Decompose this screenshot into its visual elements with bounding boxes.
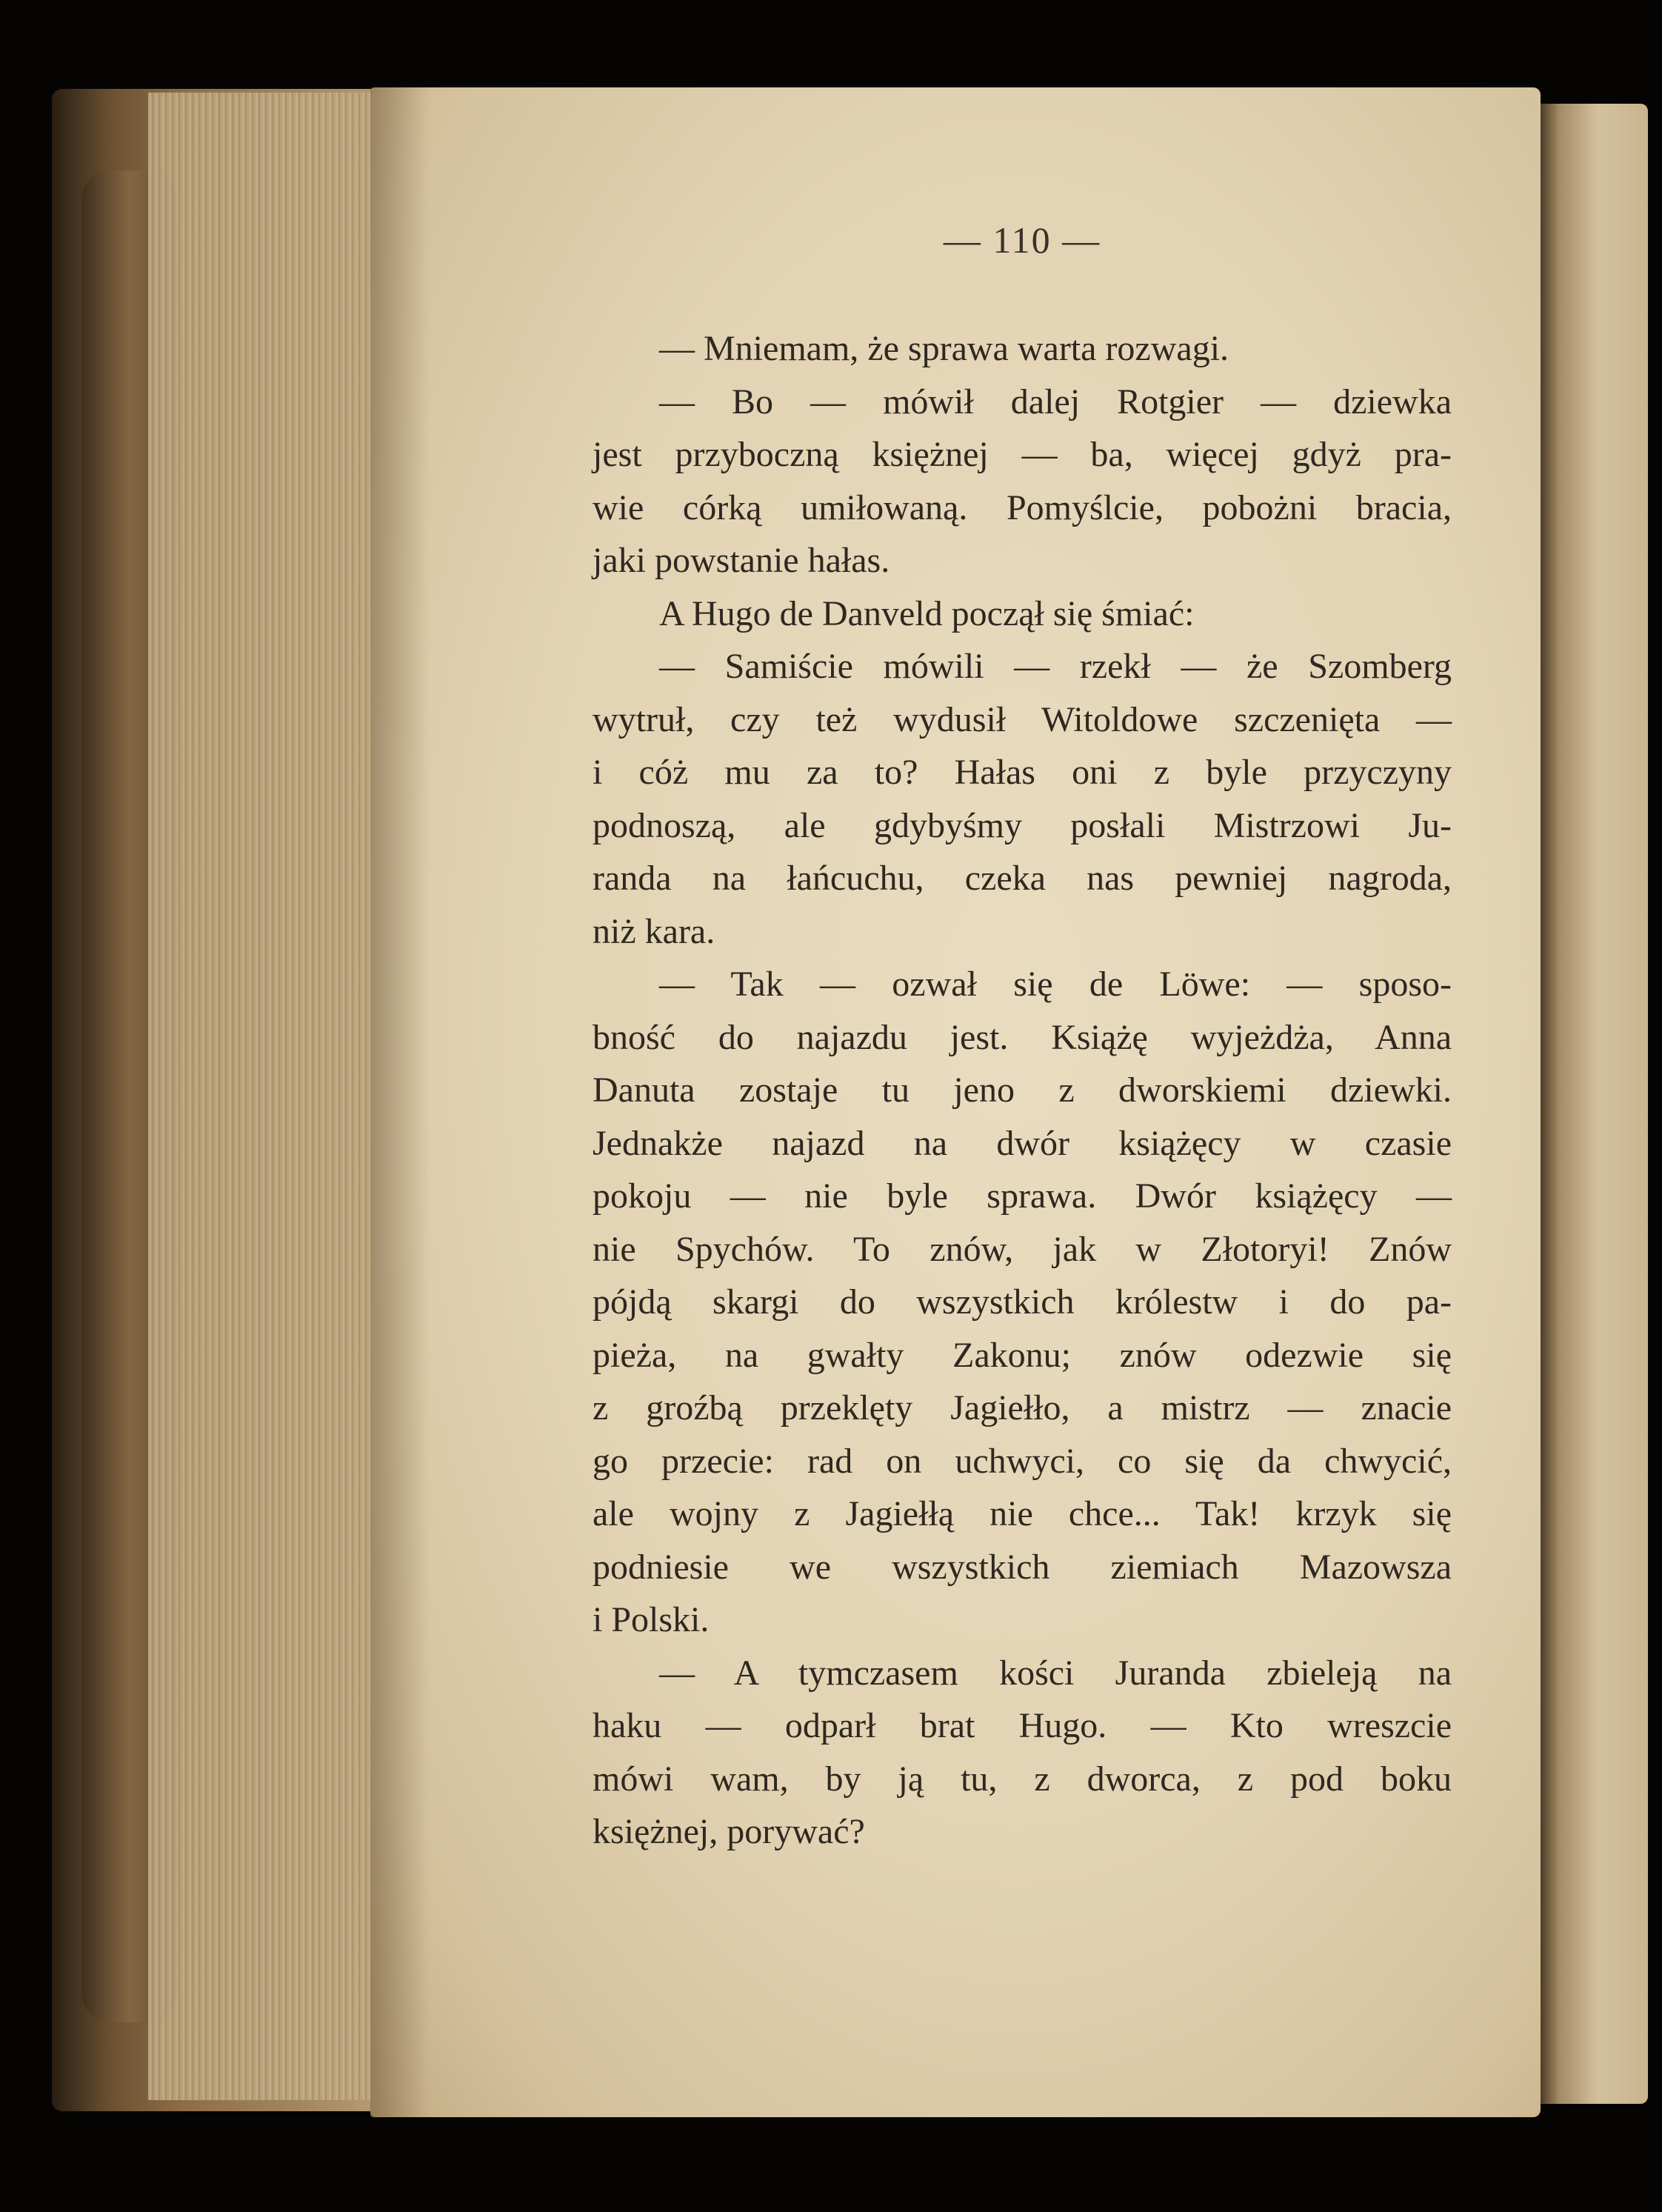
text-line: A Hugo de Danveld począł się śmiać:	[659, 593, 1195, 633]
text-line: i Polski.	[593, 1600, 710, 1639]
gutter-shadow	[370, 87, 430, 2117]
text-line: i cóż mu za to? Hałas oni z byle przyczyny	[593, 753, 1452, 792]
page-text	[593, 322, 1452, 1859]
text-line: pójdą skargi do wszystkich królestw i do pa-	[593, 1282, 1452, 1322]
text-line: wie córką umiłowaną. Pomyślcie, pobożni bracia,	[593, 487, 1452, 527]
text-line: pokoju — nie byle sprawa. Dwór książęcy —	[593, 1176, 1452, 1216]
text-line: randa na łańcuchu, czeka nas pewniej nagroda,	[593, 859, 1452, 898]
text-line: — Tak — ozwał się de Löwe: — sposo-	[659, 965, 1452, 1004]
text-line: — Mniemam, że sprawa warta rozwagi.	[659, 329, 1229, 368]
text-line: — Samiście mówili — rzekł — że Szomberg	[659, 647, 1452, 686]
text-line: jest przyboczną księżnej — ba, więcej gdyż pra-	[593, 435, 1452, 474]
text-line: księżnej, porywać?	[593, 1812, 865, 1851]
text-line: bność do najazdu jest. Książę wyjeżdża, Anna	[593, 1017, 1452, 1057]
text-line: podniesie we wszystkich ziemiach Mazowsza	[593, 1547, 1452, 1587]
text-line: ale wojny z Jagiełłą nie chce... Tak! krzyk się	[593, 1494, 1452, 1533]
text-line: jaki powstanie hałas.	[593, 541, 890, 580]
text-line: pieża, na gwałty Zakonu; znów odezwie się	[593, 1335, 1452, 1375]
page-edges	[148, 93, 385, 2100]
text-line: — Bo — mówił dalej Rotgier — dziewka	[659, 382, 1452, 422]
text-line: z groźbą przeklęty Jagiełło, a mistrz — znacie	[593, 1388, 1452, 1428]
text-line: haku — odparł brat Hugo. — Kto wreszcie	[593, 1706, 1452, 1745]
text-line: — A tymczasem kości Juranda zbieleją na	[659, 1653, 1452, 1693]
text-line: wytruł, czy też wydusił Witoldowe szczenięta —	[593, 699, 1452, 739]
text-line: mówi wam, by ją tu, z dworca, z pod boku	[593, 1759, 1452, 1799]
text-line: niż kara.	[593, 911, 715, 951]
text-line: go przecie: rad on uchwyci, co się da chwycić,	[593, 1441, 1452, 1481]
text-line: Jednakże najazd na dwór książęcy w czasie	[593, 1123, 1452, 1163]
page-number: — 110 —	[943, 219, 1101, 261]
text-line: Danuta zostaje tu jeno z dworskiemi dziewki.	[593, 1070, 1452, 1110]
text-line: nie Spychów. To znów, jak w Złotoryi! Znów	[593, 1229, 1452, 1269]
text-line: podnoszą, ale gdybyśmy posłali Mistrzowi Ju-	[593, 805, 1452, 845]
facing-page-edge	[1537, 104, 1648, 2104]
